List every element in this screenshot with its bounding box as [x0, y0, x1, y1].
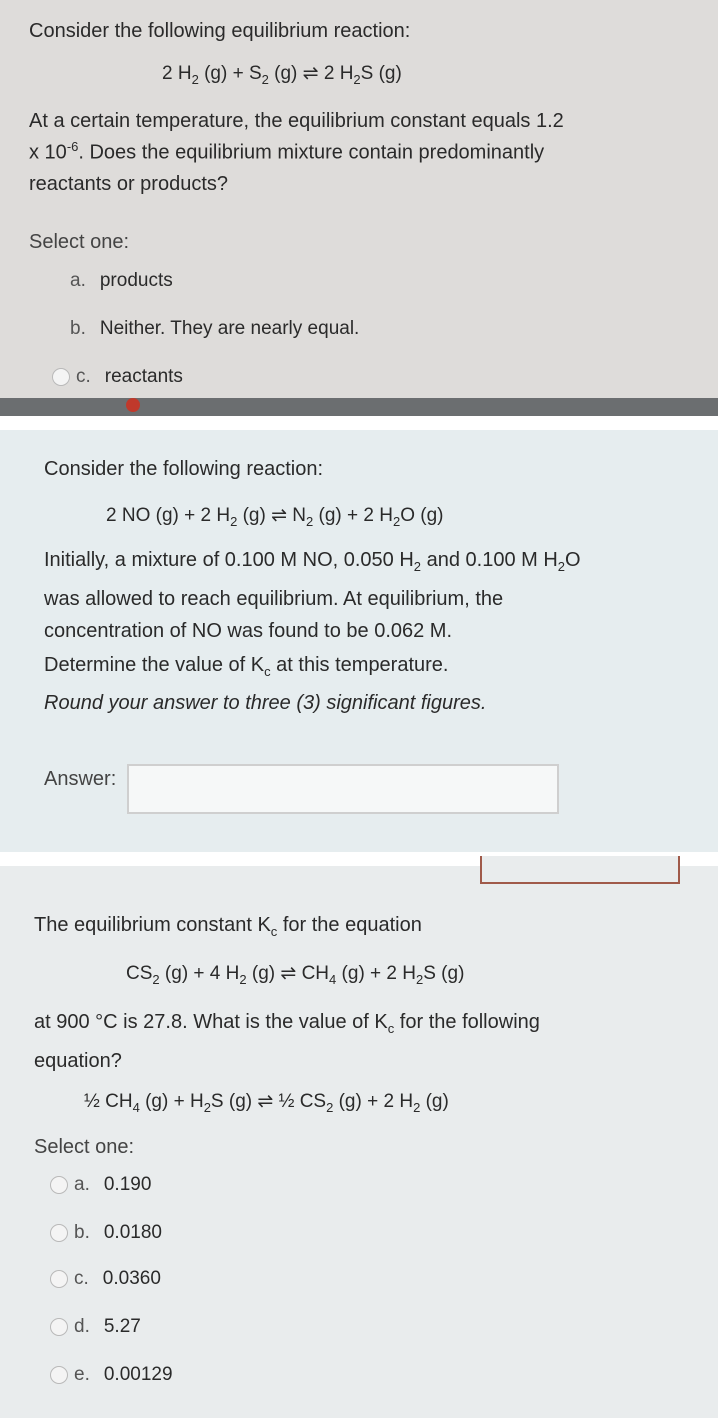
option-letter: a.	[70, 270, 86, 291]
option-text: 0.00129	[103, 1364, 173, 1385]
question-2-determine: Determine the value of $K_c$ at this temperature.	[44, 654, 449, 679]
option-letter: a.	[74, 1174, 90, 1195]
question-2-text: Initially, a mixture of 0.100 M NO, 0.050 $H_2$ and 0.100 M $H_2O$ was allowed to reach equilibrium. At equilibrium, the concentration of NO was found to be 0.062 M.	[44, 549, 581, 642]
question-1-option-c[interactable]	[52, 366, 183, 388]
question-3-equation: $CS_2$ (g) + 4 $H_2$ (g) ⇌ $CH_4$ (g) + 2 $H_2S$ (g)	[126, 963, 465, 987]
option-text: 0.190	[103, 1174, 152, 1195]
question-3-panel	[0, 866, 718, 1418]
question-1-option-a[interactable]	[70, 270, 173, 292]
option-text: products	[99, 270, 173, 291]
question-3-intro: The equilibrium constant $K_c$ for the equation	[34, 914, 422, 939]
question-1-text: At a certain temperature, the equilibrium constant equals 1.2 x $10^{-6}$. Does the equilibrium mixture contain predominantly reactants or products?	[29, 110, 564, 195]
question-1-select-label: Select one:	[29, 231, 130, 253]
partial-box-fragment	[480, 856, 680, 884]
answer-input[interactable]	[127, 764, 559, 814]
option-letter: e.	[74, 1364, 90, 1385]
question-1-option-b[interactable]	[70, 318, 359, 340]
option-letter: b.	[70, 318, 86, 339]
question-3-option-e[interactable]	[50, 1364, 173, 1386]
question-1-equation: 2 $H_2$ $(g) + S_2$ (g) ⇌ 2 $H_2S$ (g)	[162, 63, 402, 87]
radio-button[interactable]	[50, 1366, 68, 1384]
question-3-option-d[interactable]	[50, 1316, 141, 1338]
screen-bottom-strip	[0, 398, 718, 416]
option-letter: b.	[74, 1222, 90, 1243]
radio-button[interactable]	[50, 1318, 68, 1336]
option-text: Neither. They are nearly equal.	[99, 318, 360, 339]
question-3-option-a[interactable]	[50, 1174, 151, 1196]
question-1-intro: Consider the following equilibrium reaction:	[29, 20, 411, 42]
question-1-panel	[0, 0, 718, 416]
radio-button[interactable]	[50, 1224, 68, 1242]
radio-button[interactable]	[50, 1176, 68, 1194]
option-letter: c.	[74, 1268, 89, 1289]
question-3-target-equation: ½ $CH_4$ $(g) + H_2S$ (g) ⇌ ½ $CS_2$ (g) + 2 $H_2$ (g)	[84, 1091, 449, 1115]
notification-dot	[126, 398, 140, 412]
radio-button[interactable]	[52, 368, 70, 386]
radio-button[interactable]	[50, 1270, 68, 1288]
option-text: 0.0180	[103, 1222, 162, 1243]
option-letter: d.	[74, 1316, 90, 1337]
option-text: reactants	[104, 366, 183, 387]
option-text: 5.27	[103, 1316, 141, 1337]
option-letter: c.	[76, 366, 91, 387]
question-2-equation: 2 NO (g) + 2 $H_2$ (g) ⇌ $N_2$ (g) + 2 $H_2O$ (g)	[106, 505, 444, 529]
question-3-option-c[interactable]	[50, 1268, 161, 1290]
question-2-intro: Consider the following reaction:	[44, 458, 324, 480]
question-2-round-instruction: Round your answer to three (3) significant figures.	[44, 692, 487, 714]
answer-label: Answer:	[44, 768, 117, 790]
question-3-text: at 900 °C is 27.8. What is the value of $K_c$ for the following equation?	[34, 1011, 540, 1072]
option-text: 0.0360	[102, 1268, 161, 1289]
question-3-option-b[interactable]	[50, 1222, 162, 1244]
question-3-select-label: Select one:	[34, 1136, 135, 1158]
